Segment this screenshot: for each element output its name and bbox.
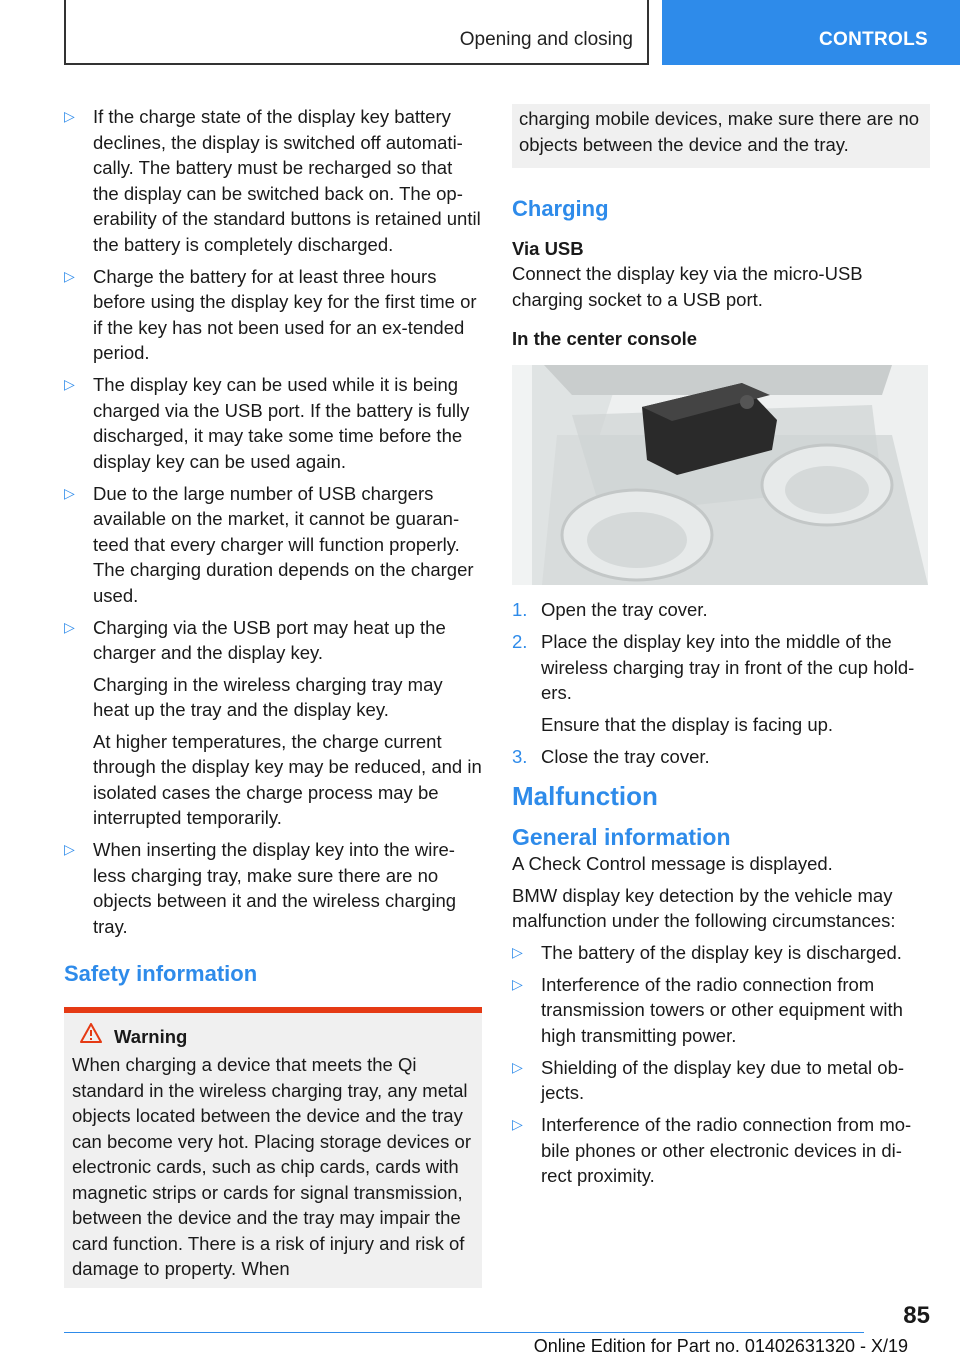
list-item: ▷ Due to the large number of USB chargers available on the market, it cannot be guaran‐teed that every charger will function properly. The charging duration depends on the charger used. [64,481,482,609]
list-item: ▷ When inserting the display key into the wire‐less charging tray, make sure there are no objects between it and the wireless charging tray. [64,837,482,939]
center-console-title: In the center console [512,328,698,349]
warning-text: When charging a device that meets the Qi standard in the wireless charging tray, any metal objects located between the device and the tray can become very hot. Placing storage devices or electronic cards, such as chip cards, cards with magnetic strips or cards for signal transmission, between the device and the tray may impair the card function. There is a risk of injury and risk of damage to property. When [72,1054,471,1279]
list-item-paragraph: At higher temperatures, the charge current through the display key may be reduced, and in isolated cases the charge process may be interrupted temporarily. [93,730,482,828]
step-item: 2. Place the display key into the middle of the wireless charging tray in front of the cup hold‐ers. Ensure that the display is facing up. [512,629,930,737]
charging-heading: Charging [512,196,609,221]
list-item: ▷ Interference of the radio connection from mo‐bile phones or other electronic devices in di‐rect proximity. [512,1112,930,1189]
warning-box [64,1007,482,1288]
warning-title: Warning [72,1023,474,1049]
list-item: ▷ Charging via the USB port may heat up the charger and the display key. Charging in the wireless charging tray may heat up the tray and the display key. At higher temperatures, the charge current through the display key may be reduced, and in isolated cases the charge process may be interrupted temporarily. [64,615,482,831]
footer-divider [64,1332,864,1333]
general-text-2: BMW display key detection by the vehicle may malfunction under the following circumstances: [512,884,896,931]
step-note: Ensure that the display is facing up. [541,713,834,735]
list-item: ▷ The battery of the display key is discharged. [512,940,930,966]
step-item: 3. Close the tray cover. [512,745,710,767]
usb-text: Connect the display key via the micro-USB charging socket to a USB port. [512,263,863,310]
battery-notes-list [64,104,482,939]
step-item: 1. Open the tray cover. [512,599,708,620]
list-item-paragraph: Charging in the wireless charging tray may heat up the tray and the display key. [93,673,443,720]
header-section-box [64,0,649,65]
warning-triangle-icon [80,1023,104,1049]
chapter-tab [662,0,960,65]
center-console-illustration [512,365,928,585]
list-item: ▷ Charge the battery for at least three hours before using the display key for the first time or if the key has not been used for an ex‐tended period. [64,264,482,366]
right-column [512,104,930,1195]
steps-list [512,597,930,769]
page-number: 85 [903,1302,930,1329]
malfunction-causes-list [512,940,930,1189]
list-item: ▷ Interference of the radio connection from transmission towers or other equipment with high transmitting power. [512,972,930,1049]
warning-continuation-text: charging mobile devices, make sure there are no objects between the device and the tray. [519,108,920,155]
list-item: ▷ If the charge state of the display key battery declines, the display is switched off automati‐cally. The battery must be recharged so that the display can be switched back on. The op‐erability of the standard buttons is retained until the battery is completely discharged. [64,104,482,257]
left-column [64,104,482,1288]
general-text-1: A Check Control message is displayed. [512,853,833,874]
footer-edition: Online Edition for Part no. 01402631320 - X/19 [533,1336,908,1356]
general-info-heading: General information [512,824,731,850]
list-item: ▷ Shielding of the display key due to metal ob‐jects. [512,1055,930,1106]
chapter-title: CONTROLS [818,29,928,50]
usb-title: Via USB [512,238,584,259]
section-title: Opening and closing [459,29,633,50]
malfunction-heading: Malfunction [512,781,658,811]
safety-heading: Safety information [64,961,258,986]
list-item: ▷ The display key can be used while it is being charged via the USB port. If the battery is fully discharged, it may take some time before the display key can be used again. [64,372,482,474]
usb-section [512,236,930,312]
warning-continuation-box [512,104,930,168]
